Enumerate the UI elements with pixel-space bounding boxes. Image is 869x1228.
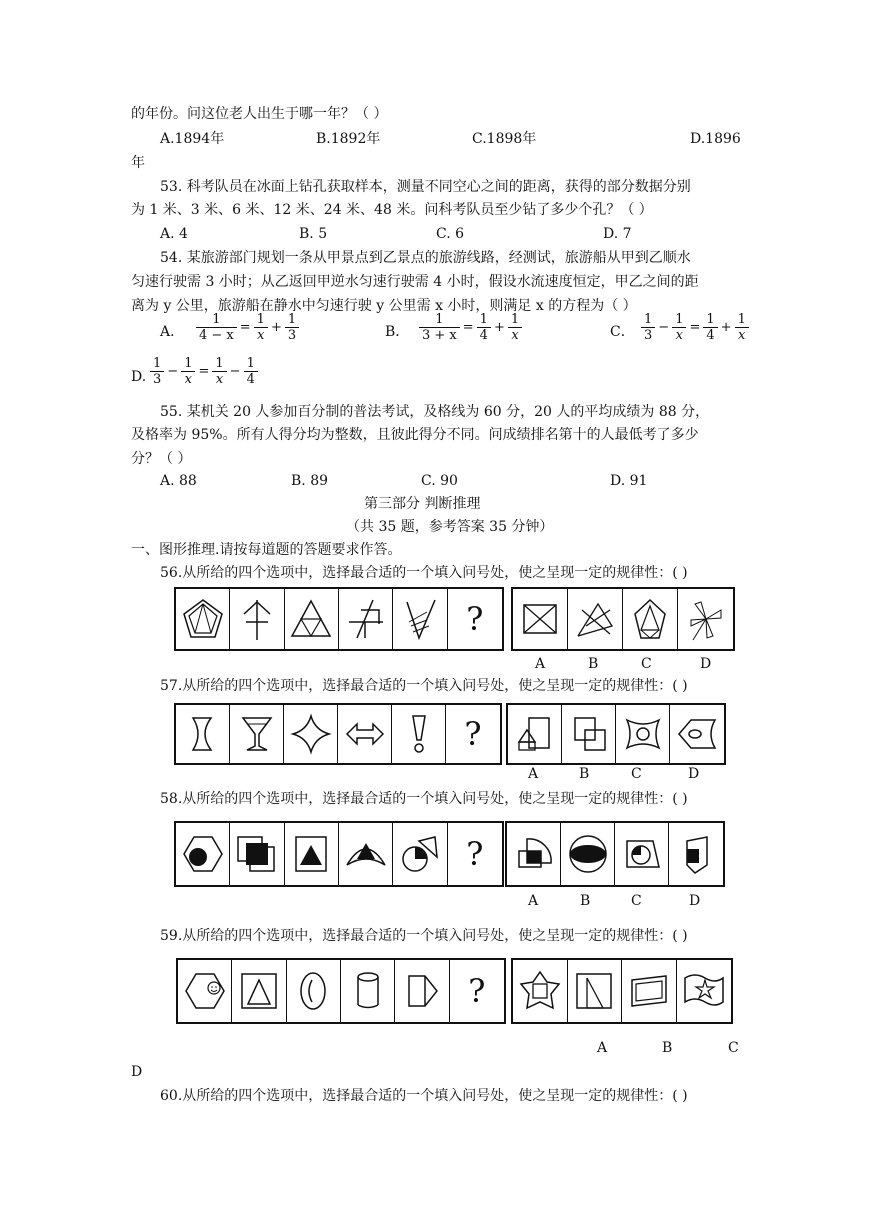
q56-text: 56.从所给的四个选项中，选择最合适的一个填入问号处，使之呈现一定的规律性：( ) xyxy=(160,565,688,581)
q53-option-a: A. 4 xyxy=(160,226,188,242)
q59-label-d: D xyxy=(131,1064,143,1080)
q53-option-c: C. 6 xyxy=(436,226,465,242)
q56-option-d-figure[interactable] xyxy=(678,589,733,649)
q56-option-c-figure[interactable] xyxy=(623,589,678,649)
q58-figure-2 xyxy=(230,823,284,885)
q59-question-cell: ? xyxy=(468,972,486,1010)
q54-option-b-label: B． xyxy=(385,324,410,340)
q57-option-c-figure[interactable] xyxy=(616,705,670,763)
q57-option-d-figure[interactable] xyxy=(670,705,724,763)
q53-text-line2: 为 1 米、3 米、6 米、12 米、24 米、48 米。问科考队员至少钻了多少个孔？（ ） xyxy=(131,202,653,218)
q56-figure-3 xyxy=(285,589,339,649)
q54-option-d-equation: $\frac{1}{3}$ − $\frac{1}{x}$ = $\frac{1}{x}$ − $\frac{1}{4}$ xyxy=(150,356,258,387)
q59-option-a-figure[interactable] xyxy=(513,960,568,1022)
q57-option-a-figure[interactable] xyxy=(508,705,562,763)
q58-option-c-figure[interactable] xyxy=(615,823,669,885)
q59-option-c-figure[interactable] xyxy=(622,960,677,1022)
q57-option-b-figure[interactable] xyxy=(562,705,616,763)
q52-option-d: D.1896 xyxy=(690,131,741,147)
q54-option-a-label: A． xyxy=(160,324,185,340)
q58-figure-5 xyxy=(393,823,447,885)
q59-figure-4 xyxy=(341,960,395,1022)
q59-figure-2 xyxy=(232,960,286,1022)
q52-option-b: B.1892年 xyxy=(316,131,381,147)
q53-option-b: B. 5 xyxy=(299,226,328,242)
q54-text-line1: 54. 某旅游部门规划一条从甲景点到乙景点的旅游线路，经测试，旅游船从甲到乙顺水 xyxy=(160,250,691,266)
part3-title: 第三部分 判断推理 xyxy=(364,496,481,512)
q56-figure-4 xyxy=(339,589,393,649)
q58-label-b: B xyxy=(580,893,591,909)
q57-figure-3 xyxy=(284,705,338,763)
q56-options-strip xyxy=(511,587,735,651)
q59-question-strip xyxy=(176,958,506,1024)
q54-option-c-equation: $\frac{1}{3}$ − $\frac{1}{x}$ = $\frac{1}{4}$ + $\frac{1}{x}$ xyxy=(641,312,749,343)
q59-figure-1 xyxy=(178,960,232,1022)
q52-tail-text: 的年份。问这位老人出生于哪一年？（ ） xyxy=(131,106,388,122)
q58-question-strip xyxy=(174,821,504,887)
q57-figure-4 xyxy=(338,705,392,763)
q59-label-c: C xyxy=(728,1040,739,1056)
q55-text-line1: 55. 某机关 20 人参加百分制的普法考试，及格线为 60 分，20 人的平均成绩为 88 分， xyxy=(160,404,710,420)
q56-question-cell: ? xyxy=(466,600,484,638)
q57-figure-1 xyxy=(176,705,230,763)
q57-label-d: D xyxy=(688,766,700,782)
q56-figure-5 xyxy=(393,589,447,649)
q56-question-strip xyxy=(174,587,504,651)
q58-options-strip xyxy=(505,821,725,887)
q52-option-a: A.1894年 xyxy=(160,131,225,147)
q57-question-strip xyxy=(174,703,502,765)
q56-label-a: A xyxy=(535,656,546,672)
q59-option-b-figure[interactable] xyxy=(568,960,623,1022)
q58-label-d: D xyxy=(689,893,701,909)
q59-option-d-figure[interactable] xyxy=(677,960,732,1022)
q56-option-a-figure[interactable] xyxy=(513,589,568,649)
q59-label-a: A xyxy=(597,1040,608,1056)
q58-text: 58.从所给的四个选项中，选择最合适的一个填入问号处，使之呈现一定的规律性：( ) xyxy=(160,791,688,807)
q55-text-line3: 分？（ ） xyxy=(131,451,192,467)
q57-options-strip xyxy=(506,703,726,765)
q58-label-a: A xyxy=(528,893,539,909)
q58-figure-3 xyxy=(285,823,339,885)
q57-figure-5 xyxy=(392,705,446,763)
q55-text-line2: 及格率为 95%。所有人得分均为整数，且彼此得分不同。问成绩排名第十的人最低考了多少 xyxy=(131,427,699,443)
q60-text: 60.从所给的四个选项中，选择最合适的一个填入问号处，使之呈现一定的规律性：( ) xyxy=(160,1088,688,1104)
q59-figure-3 xyxy=(287,960,341,1022)
q58-option-b-figure[interactable] xyxy=(561,823,615,885)
q58-question-cell: ? xyxy=(466,835,484,873)
q57-figure-2 xyxy=(230,705,284,763)
q56-option-b-figure[interactable] xyxy=(568,589,623,649)
q59-options-strip xyxy=(511,958,733,1024)
q54-option-a-equation: $\frac{1}{4 - x}$ = $\frac{1}{x}$ + $\frac{1}{3}$ xyxy=(196,312,299,343)
q59-figure-5 xyxy=(395,960,449,1022)
q55-option-c: C. 90 xyxy=(421,473,458,489)
q55-option-a: A. 88 xyxy=(160,473,197,489)
q58-option-d-figure[interactable] xyxy=(669,823,723,885)
q52-option-d-tail: 年 xyxy=(131,155,145,171)
q54-text-line3: 离为 y 公里，旅游船在静水中匀速行驶 y 公里需 x 小时，则满足 x 的方程为（ ） xyxy=(131,298,637,314)
q59-text: 59.从所给的四个选项中，选择最合适的一个填入问号处，使之呈现一定的规律性：( ) xyxy=(160,928,688,944)
q57-label-c: C xyxy=(631,766,642,782)
q58-option-a-figure[interactable] xyxy=(507,823,561,885)
q58-figure-1 xyxy=(176,823,230,885)
q58-figure-4 xyxy=(339,823,393,885)
section1-heading: 一、图形推理.请按每道题的答题要求作答。 xyxy=(131,542,402,558)
q59-label-b: B xyxy=(662,1040,673,1056)
q54-text-line2: 匀速行驶需 3 小时；从乙返回甲逆水匀速行驶需 4 小时，假设水流速度恒定，甲乙之间的距 xyxy=(131,274,699,290)
q55-option-b: B. 89 xyxy=(291,473,329,489)
q57-label-b: B xyxy=(579,766,590,782)
q54-option-d-label: D. xyxy=(131,369,147,385)
q57-text: 57.从所给的四个选项中，选择最合适的一个填入问号处，使之呈现一定的规律性：( ) xyxy=(160,678,688,694)
q56-label-b: B xyxy=(588,656,599,672)
q52-option-c: C.1898年 xyxy=(472,131,537,147)
q56-label-c: C xyxy=(641,656,652,672)
q57-question-cell: ? xyxy=(464,715,482,753)
q57-label-a: A xyxy=(528,766,539,782)
q53-text-line1: 53. 科考队员在冰面上钻孔获取样本，测量不同空心之间的距离，获得的部分数据分别 xyxy=(160,179,691,195)
q58-label-c: C xyxy=(631,893,642,909)
q56-figure-1 xyxy=(176,589,230,649)
q53-option-d: D. 7 xyxy=(603,226,632,242)
q56-label-d: D xyxy=(700,656,712,672)
part3-subtitle: （共 35 题，参考答案 35 分钟） xyxy=(346,519,554,535)
q55-option-d: D. 91 xyxy=(610,473,648,489)
q54-option-c-label: C． xyxy=(610,324,635,340)
q54-option-b-equation: $\frac{1}{3 + x}$ = $\frac{1}{4}$ + $\frac{1}{x}$ xyxy=(419,312,522,343)
q56-figure-2 xyxy=(230,589,284,649)
